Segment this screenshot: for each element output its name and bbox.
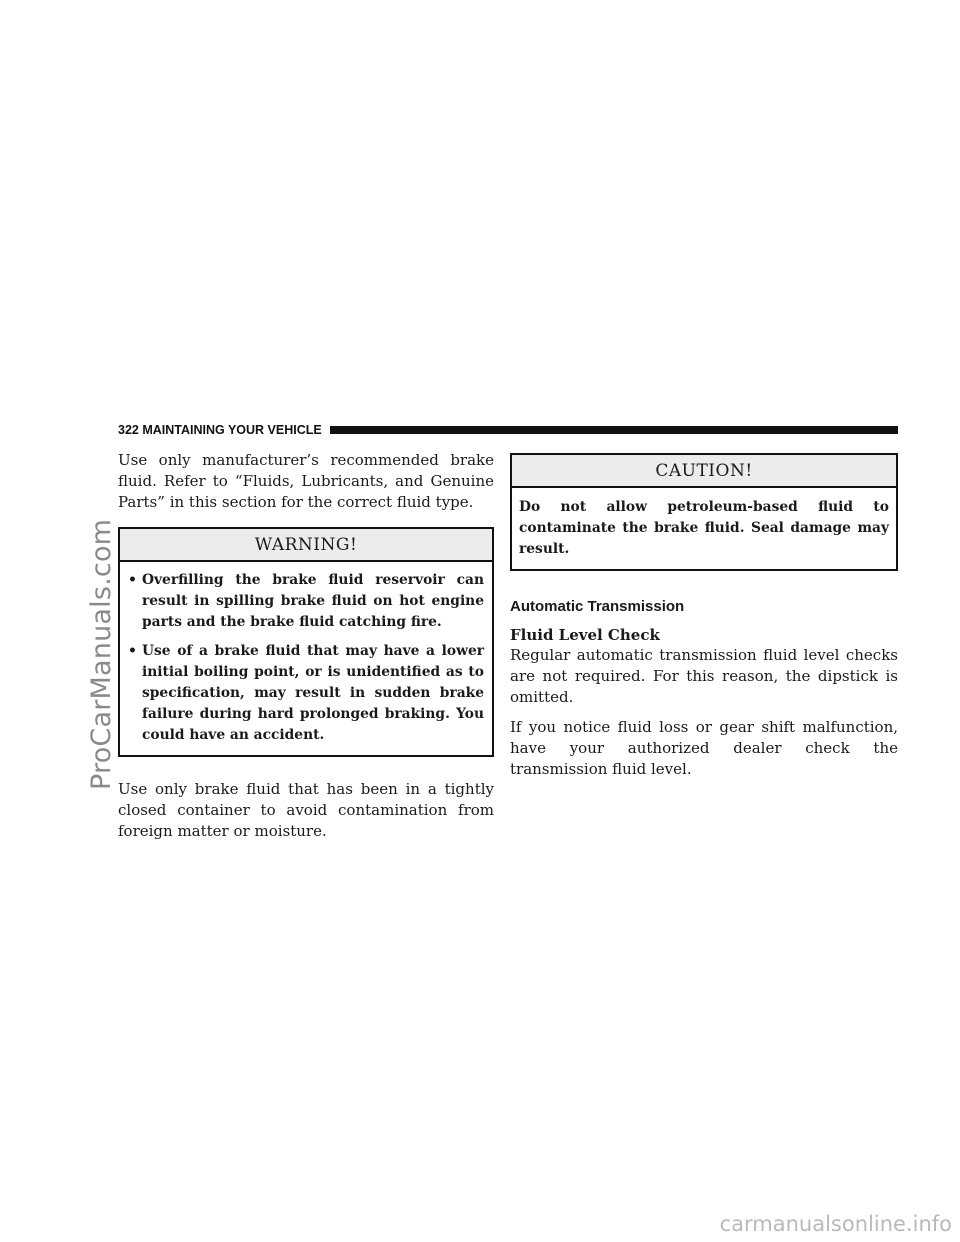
bullet-icon: •	[128, 572, 137, 588]
caution-body	[512, 488, 896, 569]
left-column	[118, 450, 494, 842]
fluid-loss-paragraph: If you notice fluid loss or gear shift malfunction, have your authorized dealer check the transmission fluid level.	[510, 718, 898, 778]
bottom-watermark: carmanualsonline.info	[719, 1212, 952, 1236]
warning-item	[128, 570, 484, 633]
warning-box	[118, 527, 494, 757]
header-rule	[330, 426, 898, 434]
warning-item-text: Overfilling the brake fluid reservoir can result in spilling brake fluid on hot engine parts and the brake fluid catching fire.	[142, 572, 484, 630]
closing-paragraph: Use only brake fluid that has been in a tightly closed container to avoid contamination from foreign matter or moisture.	[118, 780, 494, 840]
warning-title: WARNING!	[120, 529, 492, 562]
caution-box	[510, 453, 898, 571]
section-heading: Automatic Transmission	[510, 598, 685, 615]
warning-item-text: Use of a brake fluid that may have a lower initial boiling point, or is unidentified as to specification, may result in sudden brake failure during hard prolonged braking. You could have an accident.	[142, 643, 484, 743]
bullet-icon: •	[128, 643, 137, 659]
page-header	[118, 422, 898, 438]
fluid-check-paragraph: Regular automatic transmission fluid level checks are not required. For this reason, the dipstick is omitted.	[510, 646, 898, 706]
side-watermark: ProCarManuals.com	[86, 518, 117, 790]
subsection-heading: Fluid Level Check	[510, 626, 660, 644]
warning-item	[128, 641, 484, 746]
warning-body	[120, 562, 492, 755]
caution-title: CAUTION!	[512, 455, 896, 488]
intro-paragraph: Use only manufacturer’s recommended brake fluid. Refer to “Fluids, Lubricants, and Genuine Parts” in this section for the correct fluid type.	[118, 451, 494, 511]
page-number-and-section: 322 MAINTAINING YOUR VEHICLE	[118, 423, 322, 437]
right-column	[510, 453, 898, 780]
caution-text: Do not allow petroleum-based fluid to contaminate the brake fluid. Seal damage may result.	[519, 499, 889, 557]
